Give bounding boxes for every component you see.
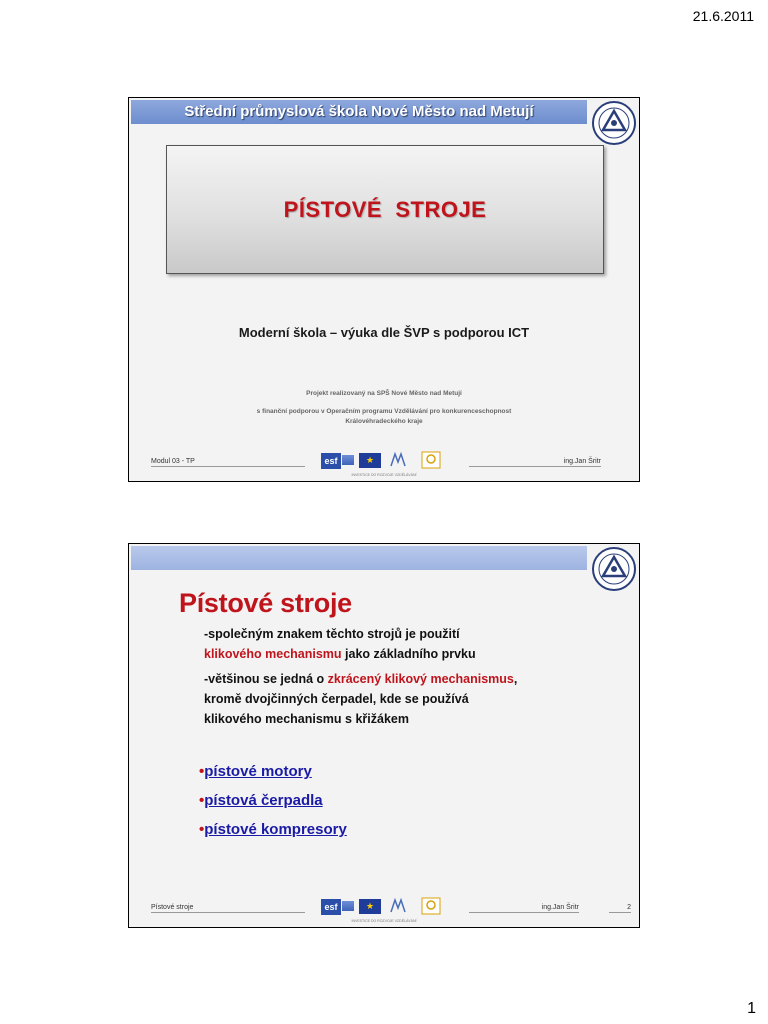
list-item: •pístové kompresory <box>199 821 347 838</box>
slide-subtitle: Moderní škola – výuka dle ŠVP s podporou ICT <box>238 325 530 340</box>
text-line-4: kromě dvojčinných čerpadel, kde se používá <box>204 692 469 706</box>
school-emblem-icon <box>591 100 637 146</box>
text-line-2-rest: jako základního prvku <box>341 647 476 661</box>
list-item: •pístové motory <box>199 763 312 780</box>
page-number: 1 <box>747 1000 756 1017</box>
list-item: •pístová čerpadla <box>199 792 323 809</box>
school-name-band: Střední průmyslová škola Nové Město nad Metují <box>131 100 587 124</box>
op-vk-logo-icon <box>421 897 441 915</box>
slide-2 <box>128 543 640 928</box>
project-line-1: Projekt realizovaný na SPŠ Nové Město nad Metují <box>306 390 462 397</box>
text-line-3 <box>204 671 624 688</box>
msmt-logo-icon <box>389 451 407 469</box>
esf-logo: esf <box>321 899 341 915</box>
project-line-2: s finanční podporou v Operačním programu Vzdělávání pro konkurenceschopnost <box>256 408 512 415</box>
slide-1 <box>128 97 640 482</box>
esf-flag-icon <box>342 455 354 465</box>
op-vk-logo-icon <box>421 451 441 469</box>
slide-title: PÍSTOVÉ STROJE <box>283 196 487 222</box>
text-line-5: klikového mechanismu s křižákem <box>204 712 409 726</box>
footer-topic: Pístové stroje <box>151 904 305 913</box>
slide-title: Pístové stroje <box>179 588 352 618</box>
title-box <box>166 145 604 274</box>
footer-author: ing.Jan Šritr <box>469 904 579 913</box>
highlight-crank-mechanism: klikového mechanismu <box>204 647 342 661</box>
sponsor-logos <box>321 897 451 923</box>
logos-note: INVESTICE DO ROZVOJE VZDĚLÁVÁNÍ <box>351 919 417 923</box>
esf-logo: esf <box>321 453 341 469</box>
header-band <box>131 546 587 570</box>
eu-flag-icon: ★ <box>359 899 381 914</box>
slide-footer <box>147 451 631 477</box>
link-piston-compressors[interactable]: pístové kompresory <box>204 821 347 838</box>
slide-footer <box>147 897 631 923</box>
text-line-2 <box>204 646 624 663</box>
esf-flag-icon <box>342 901 354 911</box>
topic-list <box>199 757 347 844</box>
msmt-logo-icon <box>389 897 407 915</box>
footer-module: Modul 03 - TP <box>151 458 305 467</box>
page-date: 21.6.2011 <box>692 8 754 24</box>
project-line-3: Královéhradeckého kraje <box>345 418 423 425</box>
footer-author: ing.Jan Šritr <box>469 458 601 467</box>
text-line-3-end: , <box>513 672 518 686</box>
footer-page-number: 2 <box>609 904 631 913</box>
sponsor-logos <box>321 451 451 477</box>
link-piston-pumps[interactable]: pístová čerpadla <box>204 792 323 809</box>
highlight-shortened-crank: zkrácený klikový mechanismus <box>327 672 514 686</box>
text-line-1: -společným znakem těchto strojů je použití <box>204 627 460 641</box>
link-piston-engines[interactable]: pístové motory <box>204 763 312 780</box>
logos-note: INVESTICE DO ROZVOJE VZDĚLÁVÁNÍ <box>351 473 417 477</box>
school-emblem-icon <box>591 546 637 592</box>
text-line-3-start: -většinou se jedná o <box>204 672 328 686</box>
eu-flag-icon: ★ <box>359 453 381 468</box>
